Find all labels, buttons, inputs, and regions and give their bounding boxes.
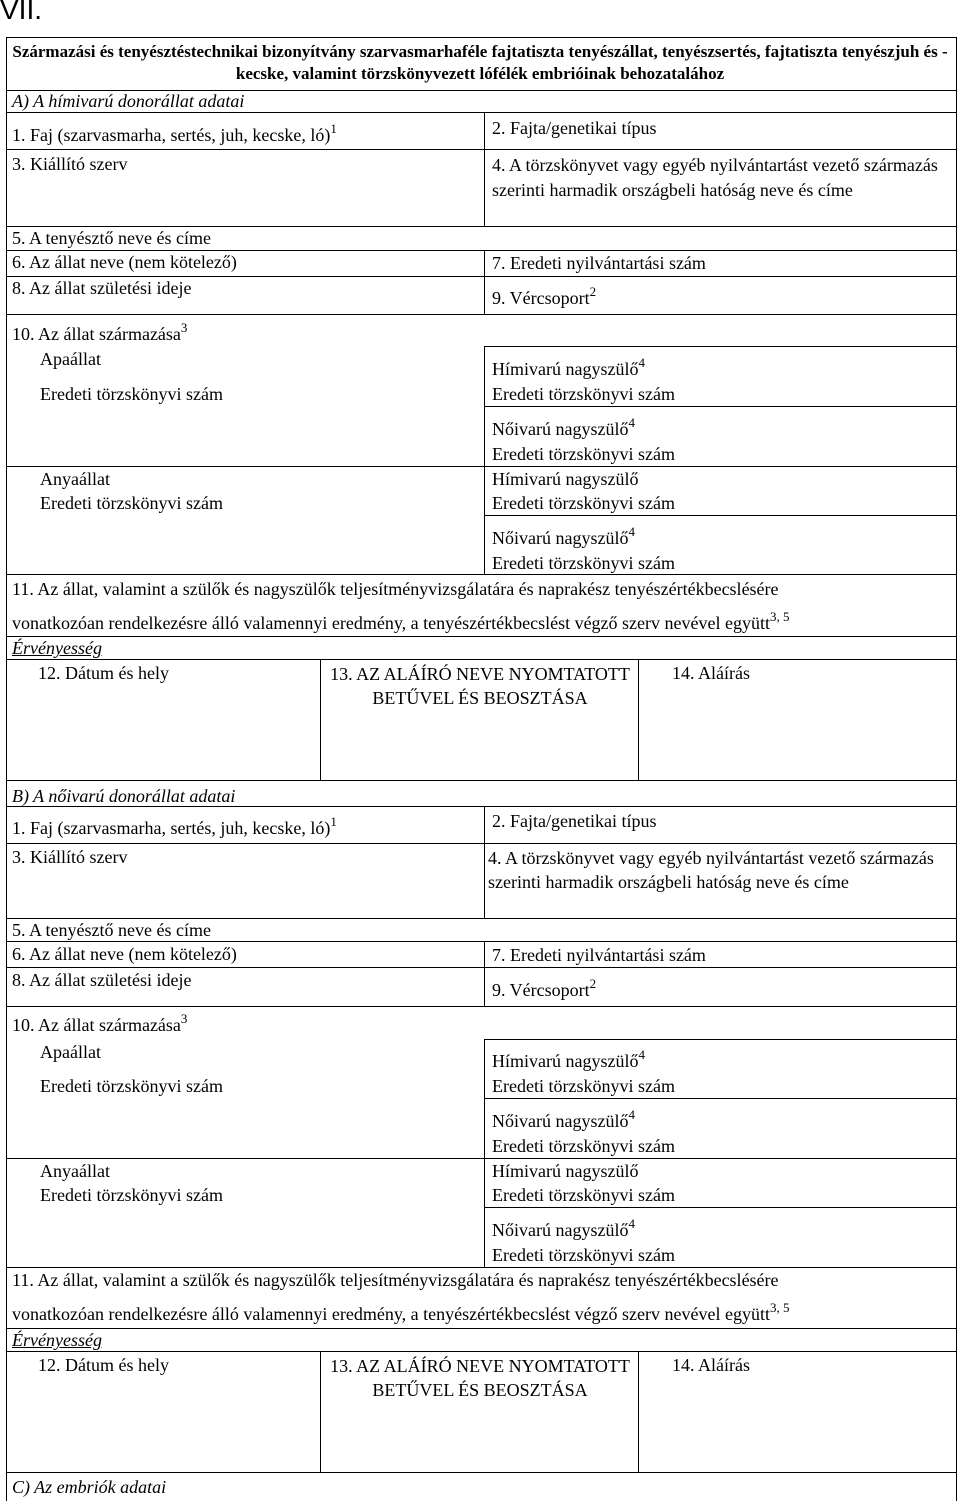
section-b-heading: B) A nőivarú donorállat adatai xyxy=(12,786,236,806)
divider xyxy=(6,806,956,807)
divider xyxy=(484,515,956,516)
field-pedigree: 10. Az állat származása$^3$ xyxy=(12,1011,188,1035)
col-divider xyxy=(320,659,321,780)
divider xyxy=(6,1267,956,1268)
frame-top xyxy=(6,37,956,38)
divider xyxy=(6,941,956,942)
field-birth-date: 8. Az állat születési ideje xyxy=(12,970,192,990)
divider xyxy=(6,112,956,113)
col-divider xyxy=(484,967,485,1006)
col-divider xyxy=(484,1039,485,1267)
dam-label: Anyaállat xyxy=(40,469,110,489)
divider xyxy=(6,1006,956,1007)
divider xyxy=(6,149,956,150)
grandparent-female-1: Nőivarú nagyszülő$^4$ xyxy=(492,415,635,439)
divider xyxy=(484,406,956,407)
section-c-heading: C) Az embriók adatai xyxy=(12,1477,167,1497)
field-species: 1. Faj (szarvasmarha, sertés, juh, kecske, ló)$^1$ xyxy=(12,814,337,838)
field-date-place: 12. Dátum és hely xyxy=(38,1355,169,1375)
field-registration-number: 7. Eredeti nyilvántartási szám xyxy=(492,945,706,965)
grandparent-male-2: Hímivarú nagyszülő xyxy=(492,469,639,489)
col-divider xyxy=(484,250,485,276)
field-blood-group: 9. Vércsoport$^2$ xyxy=(492,284,597,308)
grandparent-male-1: Hímivarú nagyszülő$^4$ xyxy=(492,1047,645,1071)
col-divider xyxy=(484,112,485,149)
divider xyxy=(6,636,956,637)
grandparent-herdbook-number: Eredeti törzskönyvi szám xyxy=(492,444,675,464)
field-breed: 2. Fajta/genetikai típus xyxy=(492,811,657,831)
chapter-number: VII. xyxy=(0,0,43,25)
frame-left xyxy=(6,37,7,1501)
divider xyxy=(6,1351,956,1352)
field-breeder: 5. A tenyésztő neve és címe xyxy=(12,228,211,248)
field-performance-results: 11. Az állat, valamint a szülők és nagyszülők teljesítményvizsgálatára és naprakész tenyészértékbecslésére xyxy=(12,1270,779,1290)
section-a-heading: A) A hímivarú donorállat adatai xyxy=(12,91,245,111)
field-issuing-body: 3. Kiállító szerv xyxy=(12,847,128,867)
field-issuing-body: 3. Kiállító szerv xyxy=(12,154,128,174)
grandparent-herdbook-number: Eredeti törzskönyvi szám xyxy=(492,1245,675,1265)
divider xyxy=(484,1207,956,1208)
field-signatory-name: 13. AZ ALÁÍRÓ NEVE NYOMTATOTT BETŰVEL ÉS BEOSZTÁSA xyxy=(330,1356,630,1400)
dam-label: Anyaállat xyxy=(40,1161,110,1181)
divider xyxy=(6,967,956,968)
validity-label: Érvényesség xyxy=(12,1330,102,1350)
field-pedigree: 10. Az állat származása$^3$ xyxy=(12,320,188,344)
frame-right xyxy=(956,37,957,1501)
divider xyxy=(6,1328,956,1329)
divider xyxy=(6,314,956,315)
certificate-title: Származási és tenyésztéstechnikai bizonyítvány szarvasmarhaféle fajtatiszta tenyészállat, tenyészsertés, fajtatiszta tenyészjuh és -kecske, valamint törzskönyvezett lófélék embrióinak behozatalához xyxy=(12,42,948,83)
field-breed: 2. Fajta/genetikai típus xyxy=(492,118,657,138)
grandparent-herdbook-number: Eredeti törzskönyvi szám xyxy=(492,1185,675,1205)
field-herdbook-authority: 4. A törzskönyvet vagy egyéb nyilvántartást vezető származás szerinti harmadik országbeli hatóság neve és címe xyxy=(492,155,938,200)
divider xyxy=(6,780,956,781)
field-blood-group: 9. Vércsoport$^2$ xyxy=(492,976,597,1000)
field-signature: 14. Aláírás xyxy=(672,663,750,683)
sire-herdbook-number: Eredeti törzskönyvi szám xyxy=(40,1076,223,1096)
grandparent-female-2: Nőivarú nagyszülő$^4$ xyxy=(492,1216,635,1240)
field-registration-number: 7. Eredeti nyilvántartási szám xyxy=(492,253,706,273)
field-birth-date: 8. Az állat születési ideje xyxy=(12,278,192,298)
col-divider xyxy=(320,1351,321,1472)
col-divider xyxy=(484,346,485,574)
grandparent-female-1: Nőivarú nagyszülő$^4$ xyxy=(492,1107,635,1131)
divider xyxy=(6,1472,956,1473)
field-performance-results: 11. Az állat, valamint a szülők és nagyszülők teljesítményvizsgálatára és naprakész tenyészértékbecslésére xyxy=(12,579,779,599)
grandparent-female-2: Nőivarú nagyszülő$^4$ xyxy=(492,524,635,548)
field-performance-results-cont: vonatkozóan rendelkezésre álló valamennyi eredmény, a tenyészértékbecslést végző szerv nevével együtt$^{3, 5}$ xyxy=(12,1300,790,1324)
divider xyxy=(6,466,956,467)
col-divider xyxy=(484,843,485,918)
grandparent-male-2: Hímivarú nagyszülő xyxy=(492,1161,639,1181)
grandparent-male-1: Hímivarú nagyszülő$^4$ xyxy=(492,355,645,379)
divider xyxy=(484,1039,956,1040)
field-breeder: 5. A tenyésztő neve és címe xyxy=(12,920,211,940)
divider xyxy=(6,843,956,844)
col-divider xyxy=(484,276,485,314)
sire-label: Apaállat xyxy=(40,1042,101,1062)
divider xyxy=(484,1098,956,1099)
col-divider xyxy=(484,806,485,843)
grandparent-herdbook-number: Eredeti törzskönyvi szám xyxy=(492,1076,675,1096)
dam-herdbook-number: Eredeti törzskönyvi szám xyxy=(40,1185,223,1205)
divider xyxy=(6,659,956,660)
col-divider xyxy=(638,659,639,780)
field-date-place: 12. Dátum és hely xyxy=(38,663,169,683)
field-animal-name: 6. Az állat neve (nem kötelező) xyxy=(12,944,237,964)
grandparent-herdbook-number: Eredeti törzskönyvi szám xyxy=(492,384,675,404)
col-divider xyxy=(638,1351,639,1472)
col-divider xyxy=(484,149,485,226)
field-performance-results-cont: vonatkozóan rendelkezésre álló valamennyi eredmény, a tenyészértékbecslést végző szerv nevével együtt$^{3, 5}$ xyxy=(12,609,790,633)
divider xyxy=(6,574,956,575)
col-divider xyxy=(484,941,485,967)
grandparent-herdbook-number: Eredeti törzskönyvi szám xyxy=(492,553,675,573)
grandparent-herdbook-number: Eredeti törzskönyvi szám xyxy=(492,493,675,513)
dam-herdbook-number: Eredeti törzskönyvi szám xyxy=(40,493,223,513)
validity-label: Érvényesség xyxy=(12,638,102,658)
sire-herdbook-number: Eredeti törzskönyvi szám xyxy=(40,384,223,404)
field-animal-name: 6. Az állat neve (nem kötelező) xyxy=(12,252,237,272)
grandparent-herdbook-number: Eredeti törzskönyvi szám xyxy=(492,1136,675,1156)
field-signatory-name: 13. AZ ALÁÍRÓ NEVE NYOMTATOTT BETŰVEL ÉS BEOSZTÁSA xyxy=(330,664,630,708)
field-species: 1. Faj (szarvasmarha, sertés, juh, kecske, ló)$^1$ xyxy=(12,121,337,145)
sire-label: Apaállat xyxy=(40,349,101,369)
divider xyxy=(6,1158,956,1159)
field-herdbook-authority: 4. A törzskönyvet vagy egyéb nyilvántartást vezető származás szerinti harmadik országbeli hatóság neve és címe xyxy=(488,848,934,892)
field-signature: 14. Aláírás xyxy=(672,1355,750,1375)
divider xyxy=(484,346,956,347)
